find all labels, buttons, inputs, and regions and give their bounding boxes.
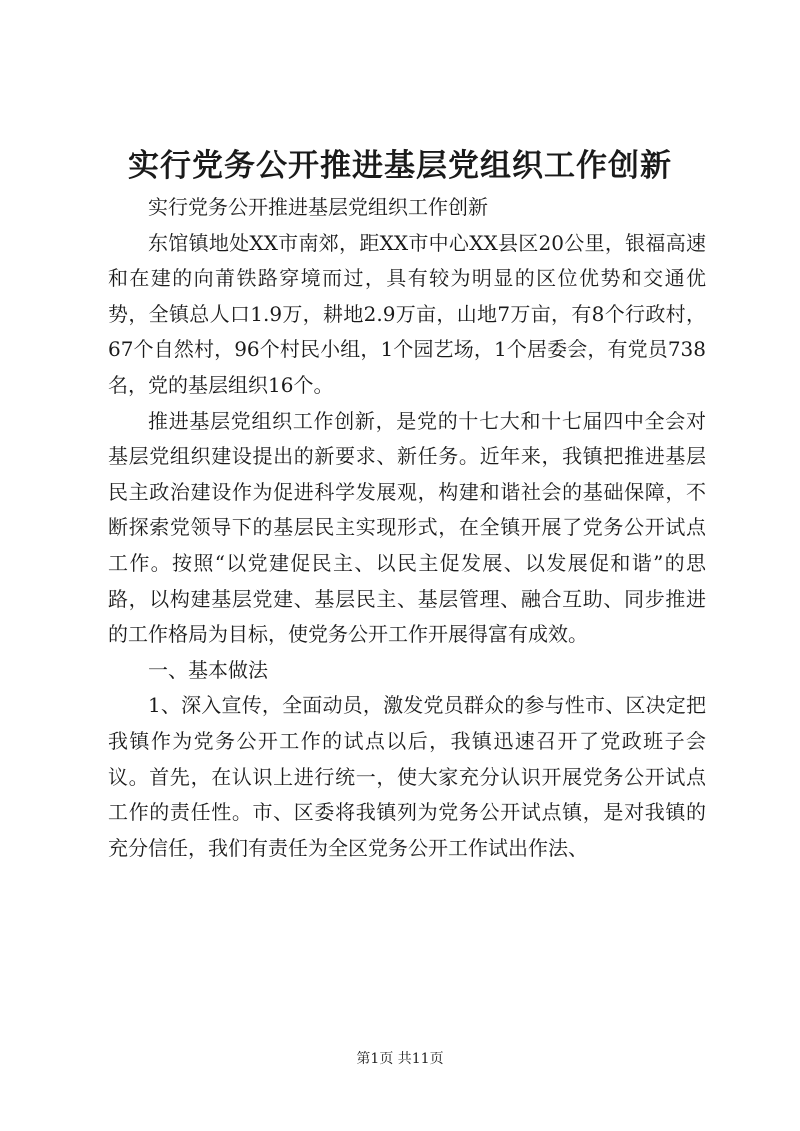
paragraph-subtitle: 实行党务公开推进基层党组织工作创新 xyxy=(148,195,488,219)
paragraph-intro: 东馆镇地处XX市南郊，距XX市中心XX县区20公里，银福高速和在建的向莆铁路穿境而过，具有较为明显的区位优势和交通优势，全镇总人口1.9万，耕地2.9万亩，山地7万亩，有8个行政村，67个自然村，96个村民小组，1个园艺场，1个居委会，有党员738名，党的基层组织16个。 xyxy=(108,230,706,397)
paragraph-innovation: 推进基层党组织工作创新，是党的十七大和十七届四中全会对基层党组织建设提出的新要求、新任务。近年来，我镇把推进基层民主政治建设作为促进科学发展观，构建和谐社会的基础保障，不断探索党领导下的基层民主实现形式，在全镇开展了党务公开试点工作。按照“以党建促民主、以民主促发展、以发展促和谐”的思路，以构建基层党建、基层民主、基层管理、融合互助、同步推进的工作格局为目标，使党务公开工作开展得富有成效。 xyxy=(108,408,706,647)
paragraph-method-1: 1、深入宣传，全面动员，激发党员群众的参与性市、区决定把我镇作为党务公开工作的试点以后，我镇迅速召开了党政班子会议。首先，在认识上进行统一，使大家充分认识开展党务公开试点工作的责任性。市、区委将我镇列为党务公开试点镇，是对我镇的充分信任，我们有责任为全区党务公开工作试出作法、 xyxy=(108,693,706,860)
document-title: 实行党务公开推进基层党组织工作创新 xyxy=(128,148,672,184)
section-heading-basic-methods: 一、基本做法 xyxy=(148,657,268,682)
document-body xyxy=(108,190,706,866)
page-number-footer: 第1页 共11页 xyxy=(356,1051,444,1067)
